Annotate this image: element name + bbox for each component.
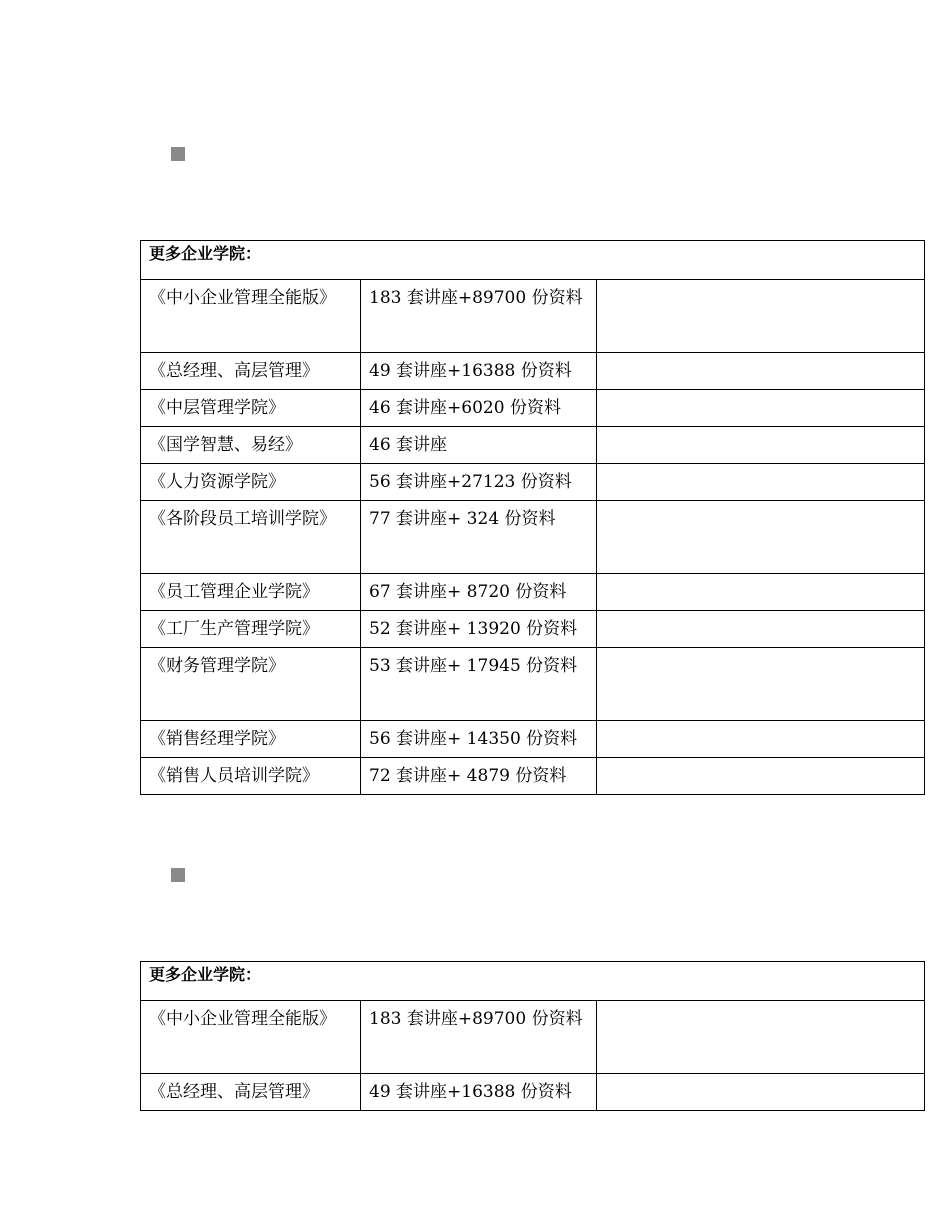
academy-content-cell: 53 套讲座+ 17945 份资料 [361, 648, 597, 721]
academy-name-cell: 《国学智慧、易经》 [141, 427, 361, 464]
academy-content-cell: 56 套讲座+ 14350 份资料 [361, 721, 597, 758]
academy-name-cell: 《人力资源学院》 [141, 464, 361, 501]
academy-name-cell: 《中层管理学院》 [141, 390, 361, 427]
academy-extra-cell [597, 758, 925, 795]
table-row [141, 501, 925, 574]
academy-content-cell: 49 套讲座+16388 份资料 [361, 353, 597, 390]
academy-name-cell: 《工厂生产管理学院》 [141, 611, 361, 648]
academy-table [140, 240, 925, 795]
academy-content-cell: 72 套讲座+ 4879 份资料 [361, 758, 597, 795]
table-row [141, 648, 925, 721]
bullet-square-icon [171, 147, 185, 161]
academy-content-cell: 52 套讲座+ 13920 份资料 [361, 611, 597, 648]
academy-table [140, 961, 925, 1111]
table-row [141, 611, 925, 648]
table-row [141, 574, 925, 611]
academy-name-cell: 《员工管理企业学院》 [141, 574, 361, 611]
academy-extra-cell [597, 648, 925, 721]
academy-extra-cell [597, 1001, 925, 1074]
table-row [141, 721, 925, 758]
academy-content-cell: 49 套讲座+16388 份资料 [361, 1074, 597, 1111]
academy-content-cell: 183 套讲座+89700 份资料 [361, 1001, 597, 1074]
academy-name-cell: 《销售人员培训学院》 [141, 758, 361, 795]
table-row [141, 1074, 925, 1111]
academy-name-cell: 《总经理、高层管理》 [141, 1074, 361, 1111]
academy-extra-cell [597, 1074, 925, 1111]
academy-content-cell: 183 套讲座+89700 份资料 [361, 280, 597, 353]
table-row [141, 1001, 925, 1074]
academy-content-cell: 46 套讲座 [361, 427, 597, 464]
table-row [141, 390, 925, 427]
academy-extra-cell [597, 353, 925, 390]
academy-extra-cell [597, 427, 925, 464]
academy-name-cell: 《中小企业管理全能版》 [141, 1001, 361, 1074]
table-row [141, 280, 925, 353]
academy-name-cell: 《总经理、高层管理》 [141, 353, 361, 390]
academy-extra-cell [597, 611, 925, 648]
academy-name-cell: 《销售经理学院》 [141, 721, 361, 758]
table-row [141, 464, 925, 501]
academy-extra-cell [597, 721, 925, 758]
academy-extra-cell [597, 501, 925, 574]
table-row [141, 758, 925, 795]
academy-content-cell: 46 套讲座+6020 份资料 [361, 390, 597, 427]
academy-name-cell: 《财务管理学院》 [141, 648, 361, 721]
table-header: 更多企业学院： [141, 962, 925, 1001]
academy-extra-cell [597, 280, 925, 353]
bullet-square-icon [171, 868, 185, 882]
academy-content-cell: 56 套讲座+27123 份资料 [361, 464, 597, 501]
table-header: 更多企业学院： [141, 241, 925, 280]
academy-name-cell: 《各阶段员工培训学院》 [141, 501, 361, 574]
academy-extra-cell [597, 390, 925, 427]
table-row [141, 427, 925, 464]
academy-name-cell: 《中小企业管理全能版》 [141, 280, 361, 353]
academy-content-cell: 77 套讲座+ 324 份资料 [361, 501, 597, 574]
academy-content-cell: 67 套讲座+ 8720 份资料 [361, 574, 597, 611]
table-row [141, 353, 925, 390]
academy-extra-cell [597, 464, 925, 501]
academy-extra-cell [597, 574, 925, 611]
